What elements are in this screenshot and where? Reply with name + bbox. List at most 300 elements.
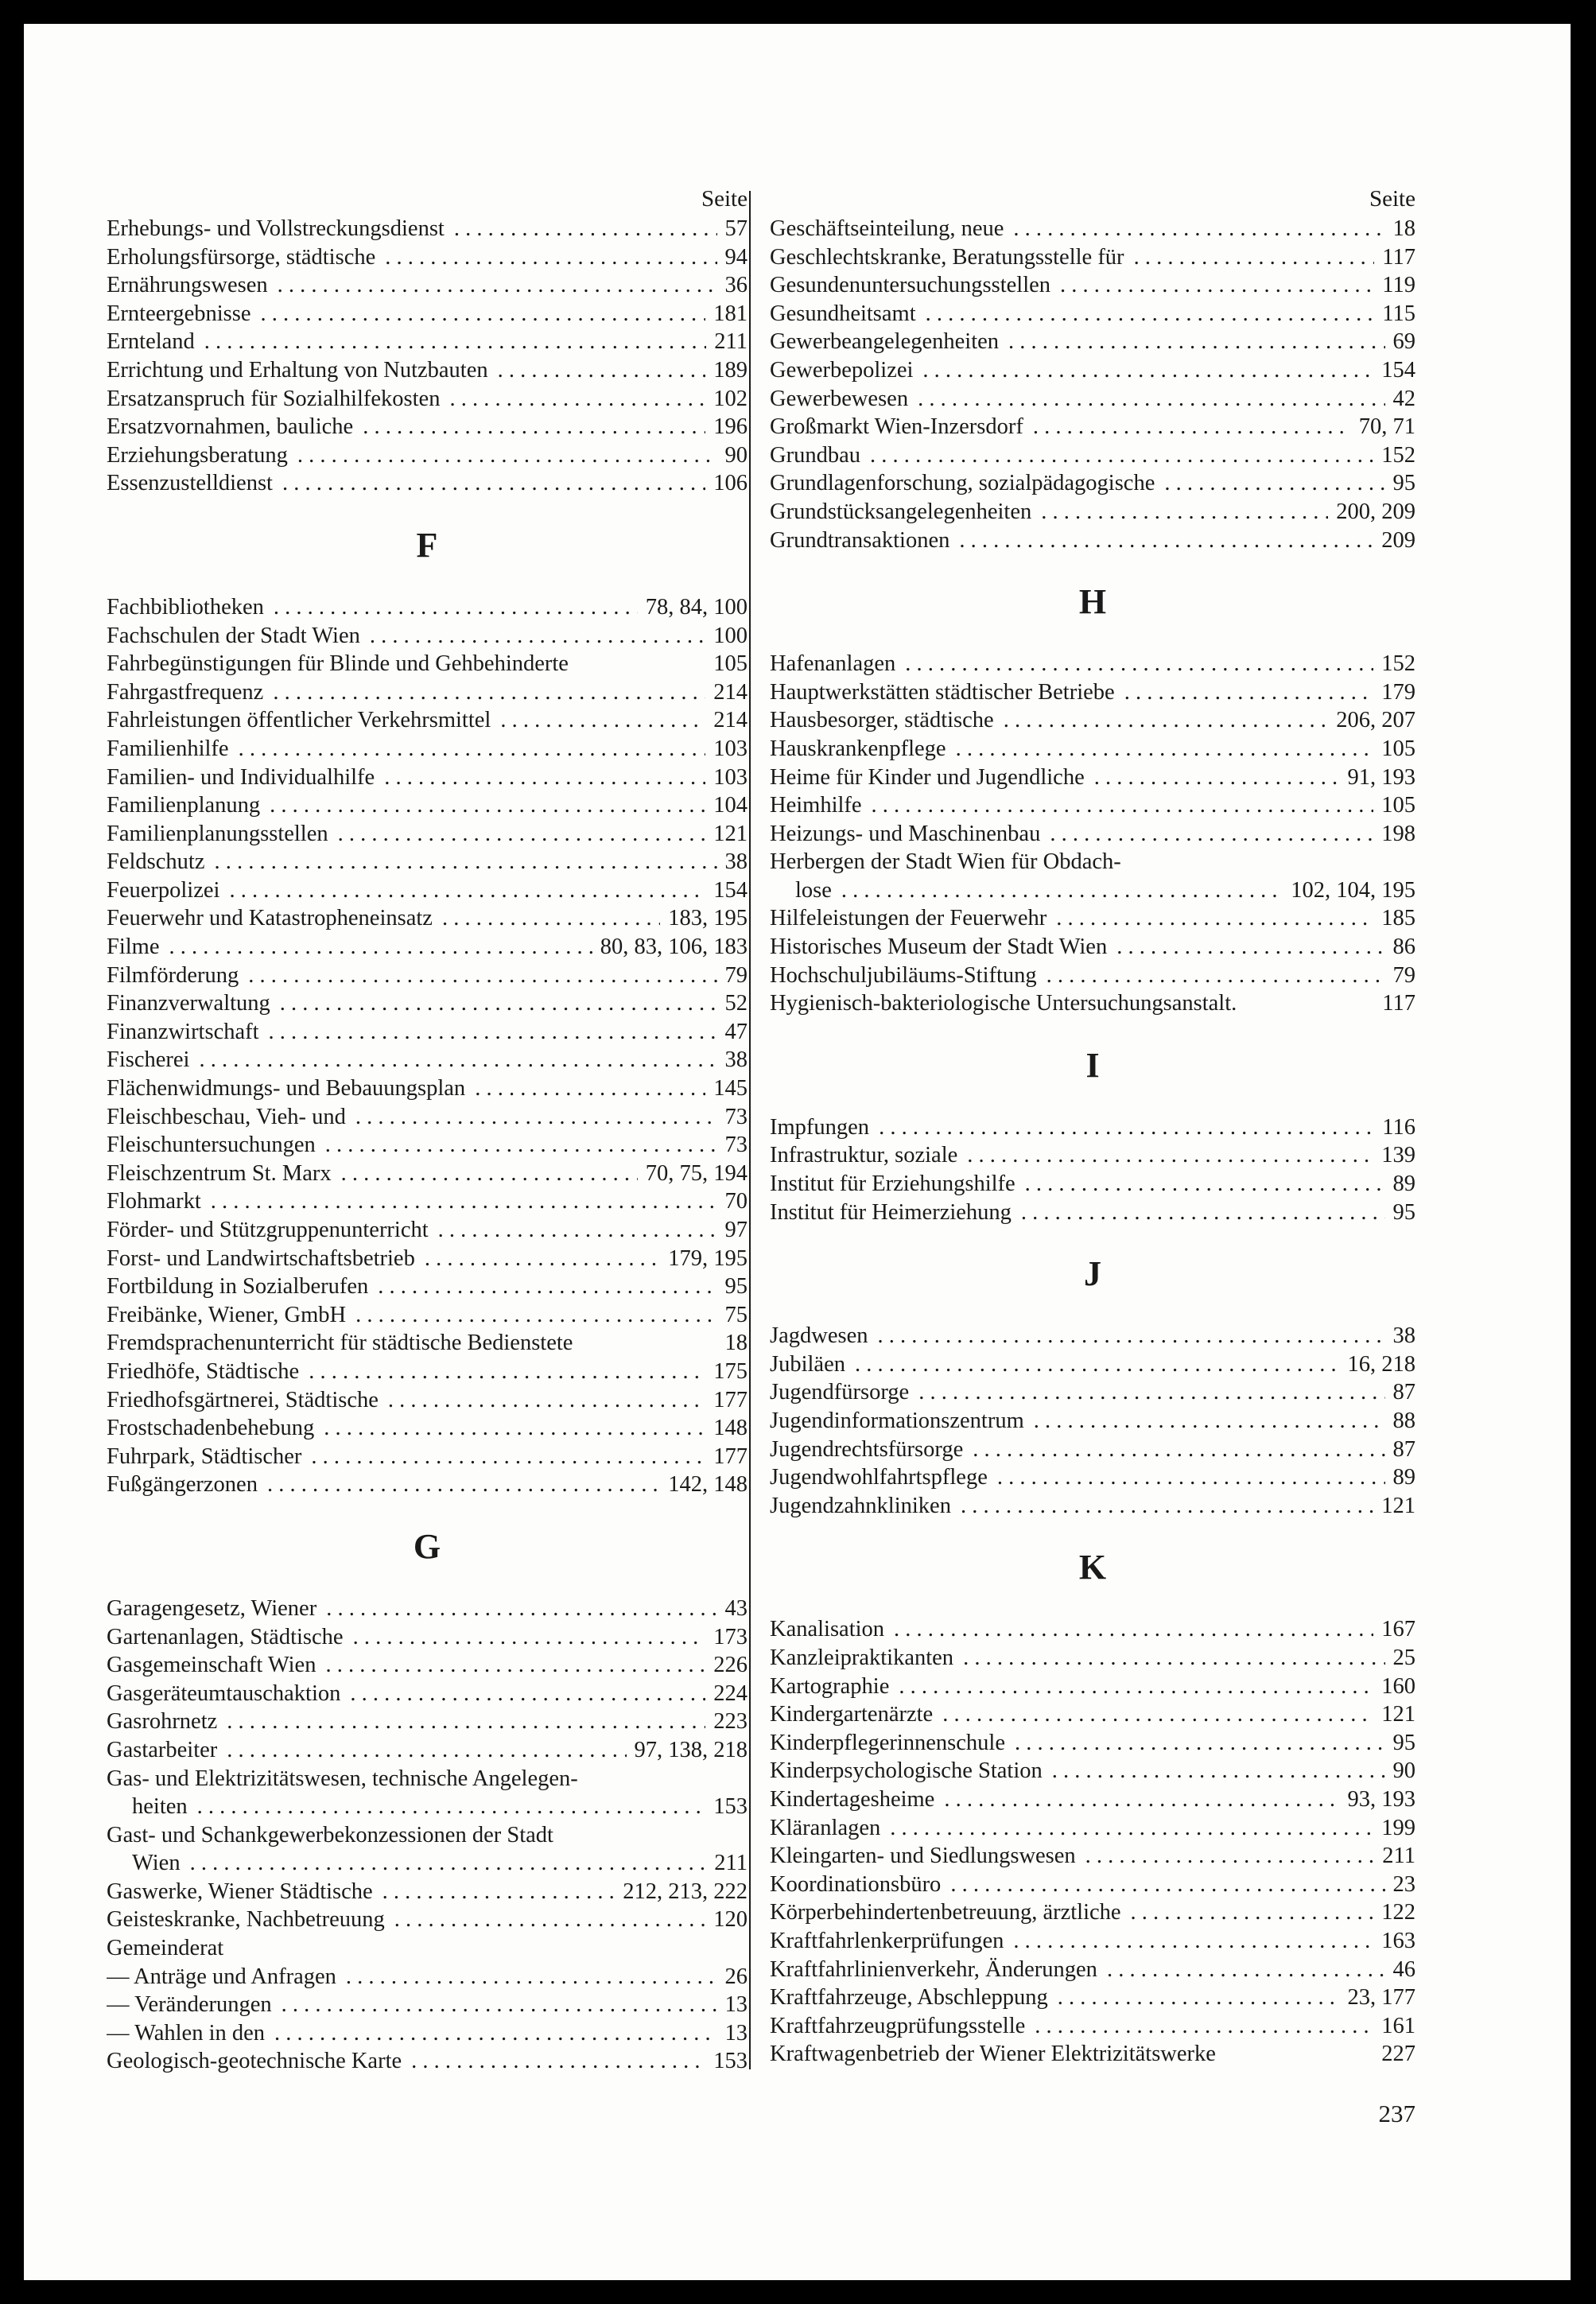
entry-label: Gasgeräteumtauschaktion [107,1680,341,1706]
entry-label: Jugendwohlfahrtspflege [770,1465,988,1490]
entry-label: Grundbau [770,442,860,468]
index-entry [770,1898,1415,1927]
dot-leader [950,1871,1384,1899]
entry-page: 189 [713,357,748,383]
index-entry [107,1245,748,1273]
entry-page: 18 [1392,216,1415,241]
entry-page: 161 [1381,2013,1415,2038]
index-entry [107,1934,748,1963]
entry-page: 177 [713,1387,748,1412]
dot-leader [325,1651,705,1680]
entry-page: 181 [713,301,748,326]
dot-leader [877,1322,1384,1350]
entry-label: Errichtung und Erhaltung von Nutzbauten [107,357,488,383]
entry-page: 106 [713,471,748,496]
entry-page: 104 [713,793,748,818]
index-entry [107,1793,748,1821]
entry-label: Körperbehindertenbetreuung, ärztliche [770,1900,1121,1925]
dot-leader [1094,763,1340,792]
index-entry [107,356,748,385]
entry-label: Finanzverwaltung [107,991,270,1016]
entry-label: Gesundheitsamt [770,301,916,326]
entry-page: 103 [713,736,748,761]
dot-leader [1033,413,1351,441]
entry-label: Fuhrpark, Städtischer [107,1443,302,1469]
dot-leader [1058,1983,1340,2012]
entry-label: Heizungs- und Maschinenbau [770,821,1041,846]
dot-leader [269,1018,717,1047]
entry-page: 214 [713,679,748,705]
entry-label: Gewerbewesen [770,386,909,411]
dot-leader [388,1386,705,1415]
dot-leader [1021,1199,1385,1227]
index-entry [107,328,748,356]
entry-label: Filmförderung [107,962,239,988]
entry-page: 94 [724,244,748,270]
dot-leader [961,1492,1373,1521]
entry-label: Friedhofsgärtnerei, Städtische [107,1387,379,1412]
index-entry [107,1765,748,1793]
dot-leader [363,413,705,441]
entry-page: 23 [1392,1871,1415,1897]
entry-page: 179, 195 [668,1245,748,1271]
index-list-right [770,215,1415,2069]
index-entry [107,622,748,651]
entry-page: 38 [724,849,748,875]
entry-page: 175 [713,1358,748,1384]
entry-label: Kindergartenärzte [770,1702,934,1727]
entry-page: 38 [1392,1323,1415,1349]
entry-label: Kläranlagen [770,1815,881,1840]
entry-label: Gaswerke, Wiener Städtische [107,1879,373,1904]
dot-leader [1025,1170,1385,1199]
entry-page: 121 [1381,1493,1415,1518]
entry-label: Flohmarkt [107,1189,201,1214]
entry-label: Heimhilfe [770,793,862,818]
index-entry [107,1358,748,1386]
dot-leader [278,271,717,300]
index-entry [107,791,748,820]
index-entry [770,820,1415,849]
entry-label: Förder- und Stützgruppenunterricht [107,1218,429,1242]
entry-page: 52 [724,991,748,1016]
entry-label: Hausbesorger, städtische [770,708,994,733]
entry-label: Kraftwagenbetrieb der Wiener Elektrizitätswerke [770,2042,1216,2067]
index-entry [107,1046,748,1074]
entry-page: 211 [1382,1844,1415,1869]
dot-leader [282,1991,717,2019]
index-entry [770,933,1415,962]
section-letter: K [1078,1548,1107,1587]
index-entry [107,1651,748,1680]
entry-label: Jubiläen [770,1351,845,1377]
entry-label: Institut für Erziehungshilfe [770,1171,1015,1197]
entry-page: 95 [1392,1730,1415,1755]
entry-label: Hilfeleistungen der Feuerwehr [770,906,1047,931]
entry-page: 97, 138, 218 [634,1737,748,1762]
entry-page: 86 [1392,934,1415,960]
entry-label: Gewerbeangelegenheiten [770,329,1000,355]
column-divider [749,191,751,2069]
entry-label: Fachbibliotheken [107,594,264,620]
entry-page: 26 [724,1964,748,1989]
entry-label: Familienplanungsstellen [107,821,328,846]
index-entry [770,1956,1415,1984]
entry-label: Flächenwidmungs- und Bebauungsplan [107,1076,466,1101]
entry-label: Kartographie [770,1673,890,1699]
entry-label: Gesundenuntersuchungsstellen [770,273,1051,298]
entry-page: 154 [1381,357,1415,383]
dot-leader [1085,1842,1375,1871]
index-entry [107,1963,748,1991]
entry-label: Großmarkt Wien-Inzersdorf [770,414,1023,440]
entry-page: 88 [1392,1408,1415,1433]
dot-leader [1050,820,1373,849]
entry-label: Erziehungsberatung [107,442,288,468]
dot-leader [449,385,705,414]
index-entry [770,1729,1415,1758]
entry-label: Fleischuntersuchungen [107,1133,316,1158]
section-letter: J [1084,1254,1101,1294]
dot-leader [454,215,717,243]
dot-leader [890,1814,1373,1843]
dot-leader [926,300,1375,328]
entry-page: 102, 104, 195 [1291,877,1415,903]
index-entry [770,1463,1415,1492]
index-entry [770,1871,1415,1899]
entry-page: 73 [724,1133,748,1158]
dot-leader [1060,271,1374,300]
entry-page: 183, 195 [668,906,748,931]
entry-label: Wien [132,1851,181,1876]
entry-label: Kleingarten- und Siedlungswesen [770,1844,1076,1869]
entry-page: 105 [713,651,748,677]
entry-label: Hygienisch-bakteriologische Untersuchungsanstalt. [770,991,1237,1016]
dot-leader [1164,469,1384,498]
seite-header-left: Seite [701,186,748,212]
entry-label: — Wahlen in den [107,2020,266,2046]
entry-page: 105 [1381,793,1415,818]
index-entry [107,243,748,272]
dot-leader [297,441,717,470]
index-entry [770,678,1415,707]
entry-label: — Anträge und Anfragen [107,1964,336,1989]
dot-leader [841,876,1283,905]
index-entry [107,215,748,243]
dot-leader [1124,678,1374,707]
entry-page: 121 [1381,1702,1415,1727]
entry-page: 122 [1381,1900,1415,1925]
entry-label: Erhebungs- und Vollstreckungsdienst [107,216,445,241]
entry-page: 95 [1392,1199,1415,1225]
dot-leader [239,735,706,763]
dot-leader [1041,498,1328,526]
entry-page: 93, 193 [1347,1786,1415,1812]
dot-leader [1052,1757,1385,1785]
entry-page: 13 [724,1992,748,2018]
index-entry [107,413,748,441]
entry-label: heiten [132,1794,188,1820]
index-entry [770,413,1415,441]
index-entry [770,763,1415,792]
dot-leader [211,1187,717,1216]
dot-leader [282,469,705,498]
dot-leader [438,1216,717,1245]
index-entry [770,735,1415,763]
dot-leader [959,526,1373,555]
section-letter: F [416,525,438,565]
index-entry [107,876,748,905]
entry-page: 211 [714,1851,748,1876]
dot-leader [1116,933,1384,962]
index-entry [107,1074,748,1103]
index-entry [770,1322,1415,1350]
entry-label: Herbergen der Stadt Wien für Obdach- [770,849,1121,875]
index-entry [107,933,748,962]
index-entry [770,328,1415,356]
index-entry [107,650,748,678]
entry-label: Hauskrankenpflege [770,736,946,761]
dot-leader [1131,1898,1374,1927]
index-entry [107,300,748,328]
entry-page: 153 [713,1794,748,1820]
index-entry [770,1673,1415,1701]
entry-page: 206, 207 [1336,708,1415,733]
dot-leader [918,385,1384,414]
index-entry [107,1821,748,1850]
dot-leader [214,848,716,876]
entry-label: Fremdsprachenunterricht für städtische Bedienstete [107,1331,573,1356]
index-entry [770,1757,1415,1785]
index-entry [770,243,1415,272]
dot-leader [273,678,705,707]
entry-label: Geschäftseinteilung, neue [770,216,1004,241]
index-entry [107,1708,748,1736]
index-entry [107,593,748,622]
entry-label: Fahrgastfrequenz [107,679,264,705]
entry-label: Kindertagesheime [770,1786,935,1812]
index-entry [107,1187,748,1216]
entry-label: Feuerpolizei [107,877,220,903]
index-entry [107,763,748,792]
index-entry [770,1407,1415,1436]
index-entry [107,1329,748,1358]
index-entry [107,962,748,990]
entry-page: 70 [724,1189,748,1214]
dot-leader [382,1878,615,1906]
index-entry [107,2019,748,2048]
index-entry [770,356,1415,385]
entry-label: Fortbildung in Sozialberufen [107,1274,369,1300]
entry-page: 16, 218 [1347,1351,1415,1377]
index-entry [770,300,1415,328]
dot-leader [378,1272,716,1301]
index-entry [107,469,748,498]
entry-label: Gasrohrnetz [107,1709,218,1735]
index-entry [107,1216,748,1245]
dot-leader [384,763,705,792]
dot-leader [894,1615,1373,1644]
dot-leader [942,1700,1373,1729]
entry-label: Infrastruktur, soziale [770,1143,958,1168]
index-entry [770,441,1415,470]
entry-page: 173 [713,1624,748,1649]
entry-page: 152 [1381,651,1415,677]
entry-page: 42 [1392,386,1415,411]
dot-leader [326,1595,716,1623]
entry-page: 57 [724,216,748,241]
entry-label: Fußgängerzonen [107,1472,258,1498]
dot-leader [1047,962,1385,990]
entry-page: 70, 75, 194 [645,1160,748,1186]
index-entry [770,1378,1415,1407]
dot-leader [350,1680,705,1708]
entry-label: Institut für Heimerziehung [770,1199,1012,1225]
entry-page: 105 [1381,736,1415,761]
dot-leader [963,1644,1384,1673]
dot-leader [870,441,1373,470]
entry-label: Fleischbeschau, Vieh- und [107,1104,346,1129]
index-entry [107,1991,748,2019]
dot-leader [997,1463,1385,1492]
index-entry [107,441,748,470]
entry-page: 139 [1381,1143,1415,1168]
entry-page: 115 [1382,301,1415,326]
index-entry [107,1471,748,1499]
dot-leader [967,1141,1373,1170]
entry-label: Gasgemeinschaft Wien [107,1653,316,1678]
dot-leader [500,706,705,735]
index-entry [107,848,748,876]
entry-label: Feuerwehr und Katastropheneinsatz [107,906,433,931]
dot-leader [370,622,705,651]
entry-label: Kraftfahrlenkerprüfungen [770,1928,1004,1953]
entry-label: Kraftfahrlinienverkehr, Änderungen [770,1956,1097,1982]
dot-leader [442,904,660,933]
entry-page: 177 [713,1443,748,1469]
index-entry [107,1131,748,1160]
entry-page: 200, 209 [1336,499,1415,524]
entry-page: 38 [724,1047,748,1073]
entry-label: Finanzwirtschaft [107,1019,259,1044]
entry-label: Kanzleipraktikanten [770,1645,954,1670]
entry-label: Geschlechtskranke, Beratungsstelle für [770,244,1124,270]
entry-page: 209 [1381,527,1415,553]
entry-page: 196 [713,414,748,440]
dot-leader [311,1443,705,1471]
entry-page: 154 [713,877,748,903]
dot-leader [324,1414,705,1443]
index-entry [107,706,748,735]
dot-leader [248,962,716,990]
entry-label: Impfungen [770,1114,870,1140]
index-entry [770,385,1415,414]
dot-leader [341,1160,638,1188]
entry-label: Fischerei [107,1047,190,1073]
dot-leader [879,1113,1374,1142]
entry-label: Grundstücksangelegenheiten [770,499,1032,524]
index-entry [770,904,1415,933]
dot-leader [261,300,706,328]
index-entry [107,989,748,1018]
dot-leader [872,791,1374,820]
dot-leader [309,1358,705,1386]
index-entry [107,1736,748,1765]
entry-page: 75 [724,1302,748,1327]
entry-page: 103 [713,764,748,790]
seite-header-right: Seite [1369,186,1415,212]
entry-label: Ersatzanspruch für Sozialhilfekosten [107,386,441,411]
index-entry [770,215,1415,243]
index-entry [770,1436,1415,1464]
index-entry [107,1878,748,1906]
dot-leader [394,1906,705,1934]
entry-page: 43 [724,1595,748,1621]
entry-label: Jugendzahnkliniken [770,1493,951,1518]
index-entry [107,904,748,933]
entry-page: 23, 177 [1347,1985,1415,2011]
entry-label: Feldschutz [107,849,205,875]
index-entry [770,1700,1415,1729]
entry-label: Gast- und Schankgewerbekonzessionen der Stadt [107,1822,553,1847]
dot-leader [199,1046,716,1074]
entry-label: Ernährungswesen [107,273,268,298]
entry-label: Familienhilfe [107,736,229,761]
dot-leader [922,356,1373,385]
entry-label: Ernteland [107,329,195,355]
entry-page: 95 [724,1274,748,1300]
index-entry [107,1414,748,1443]
dot-leader [227,1736,626,1765]
entry-page: 142, 148 [668,1472,748,1498]
entry-page: 69 [1392,329,1415,355]
index-entry [770,1644,1415,1673]
index-entry [107,820,748,849]
dot-leader [353,1623,706,1652]
entry-label: Fleischzentrum St. Marx [107,1160,332,1186]
entry-label: Grundlagenforschung, sozialpädagogische [770,471,1155,496]
dot-leader [956,735,1374,763]
entry-page: 167 [1381,1617,1415,1642]
dot-leader [411,2047,705,2076]
entry-page: 18 [724,1331,748,1356]
index-entry [770,1927,1415,1956]
entry-page: 70, 71 [1358,414,1415,440]
dot-leader [190,1849,707,1878]
entry-page: 87 [1392,1436,1415,1462]
entry-label: Gartenanlagen, Städtische [107,1624,344,1649]
entry-label: Fahrleistungen öffentlicher Verkehrsmittel [107,708,491,733]
entry-page: 46 [1392,1956,1415,1982]
dot-leader [197,1793,706,1821]
dot-leader [1004,706,1329,735]
index-entry [770,848,1415,876]
entry-page: 117 [1382,244,1415,270]
entry-label: Jugendfürsorge [770,1380,910,1405]
entry-page: 179 [1381,679,1415,705]
entry-page: 89 [1392,1171,1415,1197]
entry-page: 211 [714,329,748,355]
entry-page: 79 [724,962,748,988]
dot-leader [1008,328,1384,356]
entry-label: Heime für Kinder und Jugendliche [770,764,1085,790]
section-letter: G [413,1526,441,1566]
entry-label: Gas- und Elektrizitätswesen, technische Angelegen- [107,1766,578,1791]
entry-label: Freibänke, Wiener, GmbH [107,1302,347,1327]
section-letter: H [1078,582,1107,622]
entry-page: 78, 84, 100 [645,594,748,620]
index-entry [107,1160,748,1188]
